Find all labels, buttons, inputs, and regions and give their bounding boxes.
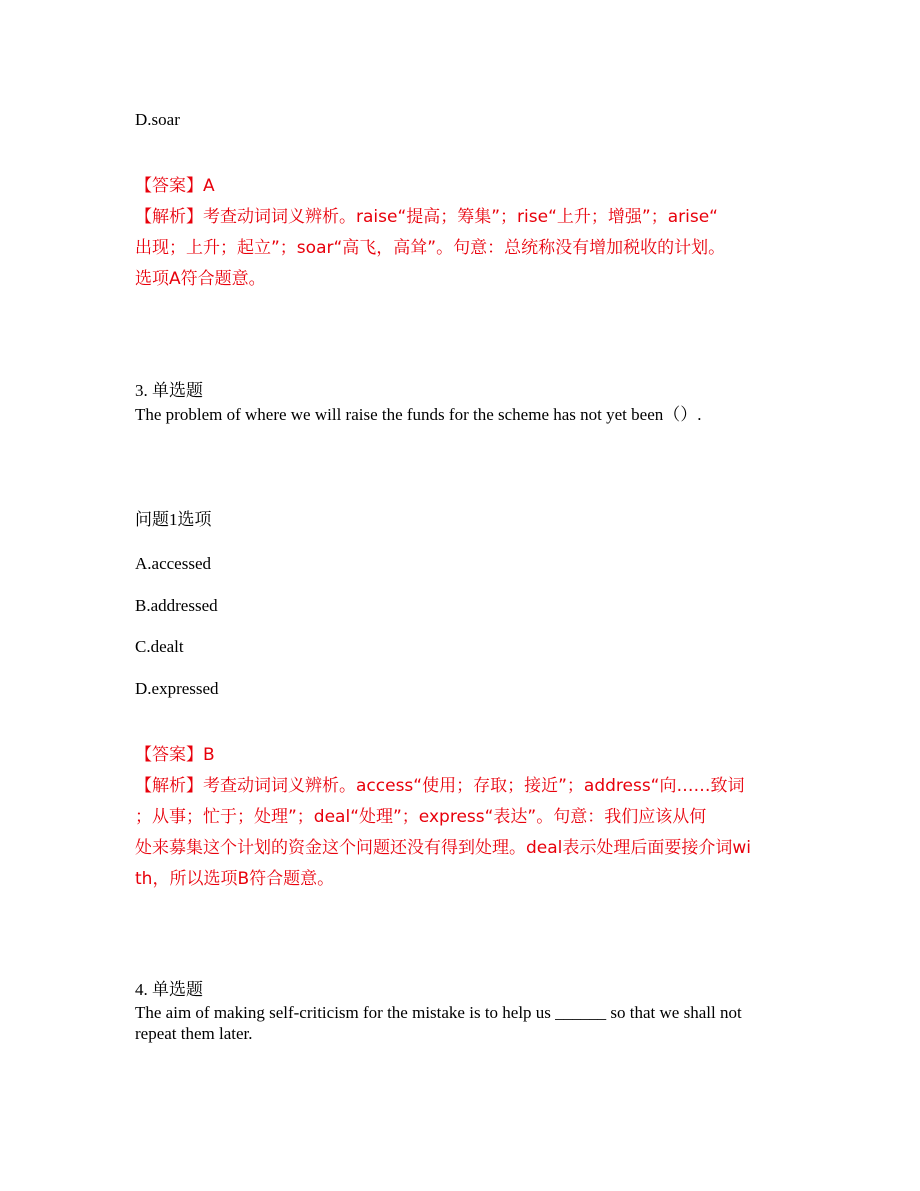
q2-analysis-line: 出现；上升；起立”；soar“高飞，高耸”。句意：总统称没有增加税收的计划。 <box>135 238 726 258</box>
q2-option-d: D.soar <box>135 110 180 129</box>
q3-options-title: 问题1选项 <box>135 510 212 529</box>
q4-stem <box>135 1002 835 1044</box>
q2-answer: 【答案】A <box>135 176 215 196</box>
q2-analysis-line: 【解析】考查动词词义辨析。raise“提高；筹集”；rise“上升；增强”；arise“ <box>135 207 718 227</box>
q4-stem-line: The aim of making self-criticism for the mistake is to help us ______ so that we shall not <box>135 1003 742 1022</box>
q3-analysis-line: 处来募集这个计划的资金这个问题还没有得到处理。deal表示处理后面要接介词wi <box>135 838 752 858</box>
q2-analysis-line: 选项A符合题意。 <box>135 269 266 289</box>
q3-analysis-line: 【解析】考查动词词义辨析。access“使用；存取；接近”；address“向……致词 <box>135 776 745 796</box>
q3-answer: 【答案】B <box>135 745 215 765</box>
q2-analysis <box>135 202 785 295</box>
q3-header: 3. 单选题 <box>135 381 203 400</box>
q3-analysis-line: th，所以选项B符合题意。 <box>135 869 335 889</box>
q3-option-a: A.accessed <box>135 554 211 573</box>
q3-stem: The problem of where we will raise the funds for the scheme has not yet been（）. <box>135 405 702 424</box>
q3-option-c: C.dealt <box>135 637 184 656</box>
q3-option-d: D.expressed <box>135 679 219 698</box>
q3-analysis <box>135 771 785 895</box>
q3-analysis-line: ；从事；忙于；处理”；deal“处理”；express“表达”。句意：我们应该从何 <box>135 807 707 827</box>
q4-stem-line: repeat them later. <box>135 1024 253 1043</box>
q3-option-b: B.addressed <box>135 596 218 615</box>
q4-header: 4. 单选题 <box>135 980 203 999</box>
